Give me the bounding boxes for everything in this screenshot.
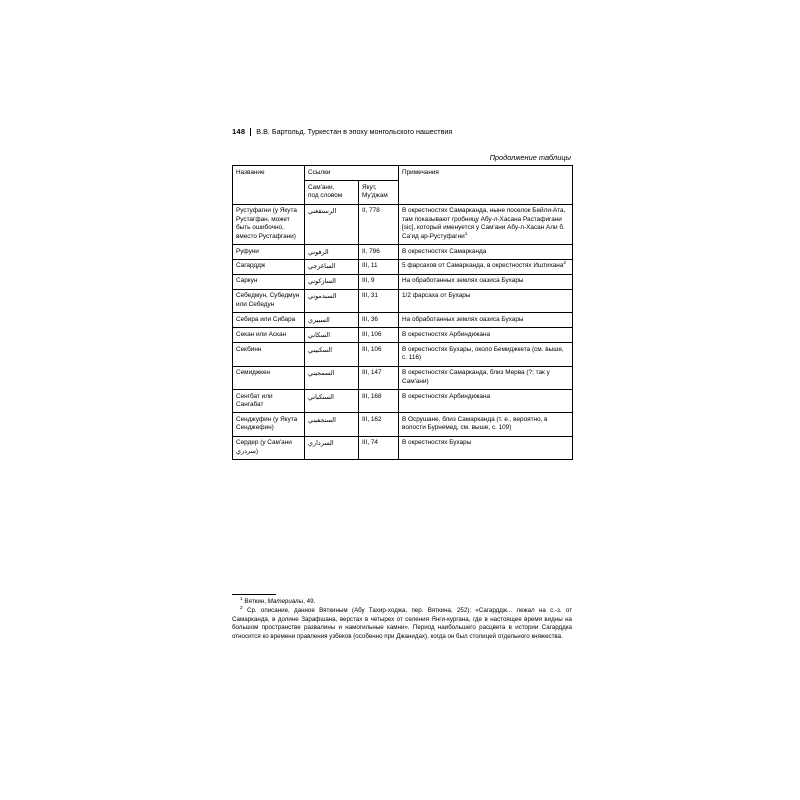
- cell-note: В Осрушане, близ Самарканда (т. е., вероятно, в волости Бурнемед, см. выше, с. 109): [399, 413, 573, 436]
- column-header-yakut-line1: Якут,: [362, 183, 377, 191]
- cell-name: Саркун: [233, 274, 305, 289]
- cell-name: Секбинн: [233, 343, 305, 366]
- cell-reference: III, 106: [359, 328, 399, 343]
- running-head-divider: [250, 128, 251, 136]
- cell-reference: II, 796: [359, 245, 399, 260]
- cell-name: Семиджкен: [233, 366, 305, 389]
- cell-note-text: 5 фарсахов от Самарканда, в окрестностях Иштихана: [402, 262, 564, 270]
- table-row: [233, 390, 573, 413]
- cell-name: Руфуни: [233, 245, 305, 260]
- cell-reference: III, 9: [359, 274, 399, 289]
- table-row: [233, 413, 573, 436]
- cell-name: Сердер (у Сам'ани سردري): [233, 436, 305, 459]
- page-number: 148: [232, 127, 246, 136]
- cell-arabic: السبيري: [305, 313, 359, 328]
- running-head-title: В.В. Бартольд. Туркестан в эпоху монгольского нашествия: [256, 127, 453, 137]
- cell-name: Себира или Сибара: [233, 313, 305, 328]
- footnote-1-title: Материалы: [267, 597, 304, 605]
- cell-name: Сенгбат или Сангабат: [233, 390, 305, 413]
- table-row: [233, 259, 573, 274]
- cell-name: Сенджуфин (у Якута Сенджефин): [233, 413, 305, 436]
- cell-name: Секан или Аскан: [233, 328, 305, 343]
- cell-name: Себедмун, Субедмун или Себедун: [233, 289, 305, 312]
- table-body: [233, 204, 573, 460]
- page-body: [232, 128, 572, 460]
- cell-note: В окрестностях Самарканда, близ Мерва (?; так у Сам'ани): [399, 366, 573, 389]
- cell-note-fraction: 1/2: [402, 292, 411, 300]
- footnote-2-marker: 2: [240, 606, 243, 612]
- cell-reference: II, 778: [359, 204, 399, 244]
- cell-note: В окрестностях Арбиндижана: [399, 328, 573, 343]
- table-row: [233, 328, 573, 343]
- cell-arabic: السرداري: [305, 436, 359, 459]
- column-header-links: Ссылки: [305, 166, 399, 181]
- cell-arabic: السمجيني: [305, 366, 359, 389]
- cell-note-footnote-marker: 2: [563, 260, 566, 266]
- footnote-1-text-pre: Вяткин,: [244, 597, 268, 605]
- cell-note-text: В окрестностях Самарканда: [402, 247, 487, 255]
- cell-name: Рустуфагни (у Якута Рустагфан, может быть ошибочно, вместо Рустафгани): [233, 204, 305, 244]
- cell-note: [399, 245, 573, 260]
- table-header-row-1: [233, 166, 573, 181]
- footnote-separator: [232, 594, 276, 595]
- cell-reference: III, 36: [359, 313, 399, 328]
- cell-name: Сагарддж: [233, 259, 305, 274]
- cell-arabic: السازكوني: [305, 274, 359, 289]
- cell-note-footnote-marker: 1: [464, 230, 468, 236]
- cell-note-text: В окрестностях Самарканда, ныне поселок Бейли-Ата, там показывают гробницу Абу-л-Хасана Растафигани [sic], который именуется у Сам'ани Абу-л-Хасан Али б. Са'ид ар-Рустуфагни: [402, 207, 566, 240]
- cell-reference: III, 11: [359, 259, 399, 274]
- column-header-samani-line1: Сам'ани,: [308, 183, 335, 191]
- table-row: [233, 204, 573, 244]
- cell-reference: III, 106: [359, 343, 399, 366]
- cell-note: [399, 259, 573, 274]
- cell-note: [399, 204, 573, 244]
- column-header-yakut-line2: Му'джам: [362, 192, 388, 200]
- table-row: [233, 289, 573, 312]
- footnote-2: [232, 607, 572, 641]
- column-header-name: Название: [233, 166, 305, 204]
- cell-arabic: الساغرجي: [305, 259, 359, 274]
- cell-arabic: السبدموني: [305, 289, 359, 312]
- reference-table: [232, 165, 573, 460]
- cell-reference: III, 74: [359, 436, 399, 459]
- column-header-samani-line2: под словом: [308, 192, 343, 200]
- cell-arabic: الرستفغني: [305, 204, 359, 244]
- table-row: [233, 313, 573, 328]
- column-header-yakut: [359, 181, 399, 204]
- table-row: [233, 343, 573, 366]
- cell-arabic: السكبيني: [305, 343, 359, 366]
- cell-note: В окрестностях Бухары: [399, 436, 573, 459]
- cell-arabic: السكاني: [305, 328, 359, 343]
- cell-note: [399, 274, 573, 289]
- footnote-1-text-post: , 49.: [303, 597, 316, 605]
- table-row: [233, 436, 573, 459]
- cell-note-text: На обработанных землях оазиса Бухары: [402, 277, 524, 285]
- footnote-1-marker: 1: [240, 596, 243, 602]
- cell-reference: III, 168: [359, 390, 399, 413]
- cell-reference: III, 162: [359, 413, 399, 436]
- cell-note: На обработанных землях оазиса Бухары: [399, 313, 573, 328]
- footnotes: [232, 594, 572, 642]
- continued-table-label: Продолжение таблицы: [489, 153, 571, 163]
- table-row: [233, 245, 573, 260]
- cell-note: В окрестностях Бухары, около Бемиджкета (см. выше, с. 116): [399, 343, 573, 366]
- cell-note: [399, 289, 573, 312]
- column-header-notes: Примечания: [399, 166, 573, 204]
- cell-note-text: фарсаха от Бухары: [410, 292, 471, 300]
- column-header-samani: [305, 181, 359, 204]
- footnote-1: [232, 598, 572, 607]
- footnote-2-text: Ср. описание, данное Вяткиным (Абу Тахир-ходжа, пер. Вяткина, 252): «Сагарддж... лежал на с.-з. от Самарканда, в долине Зарафшана, верстах в четырех от селения Янги-кургана, где в настоящее время видны на большом пространстве развалины и намогильные камни». Период наибольшего расцвета в истории Сагарддка относится ко времени правления узбеков (особенно при Джанидах), когда он был столицей отдельного княжества.: [232, 607, 572, 640]
- cell-arabic: الرفوني: [305, 245, 359, 260]
- running-head: [232, 128, 572, 136]
- cell-arabic: السنجفيني: [305, 413, 359, 436]
- cell-reference: III, 31: [359, 289, 399, 312]
- cell-note: В окрестностях Арбиндижана: [399, 390, 573, 413]
- cell-reference: III, 147: [359, 366, 399, 389]
- table-row: [233, 274, 573, 289]
- cell-arabic: السنكباتي: [305, 390, 359, 413]
- table-row: [233, 366, 573, 389]
